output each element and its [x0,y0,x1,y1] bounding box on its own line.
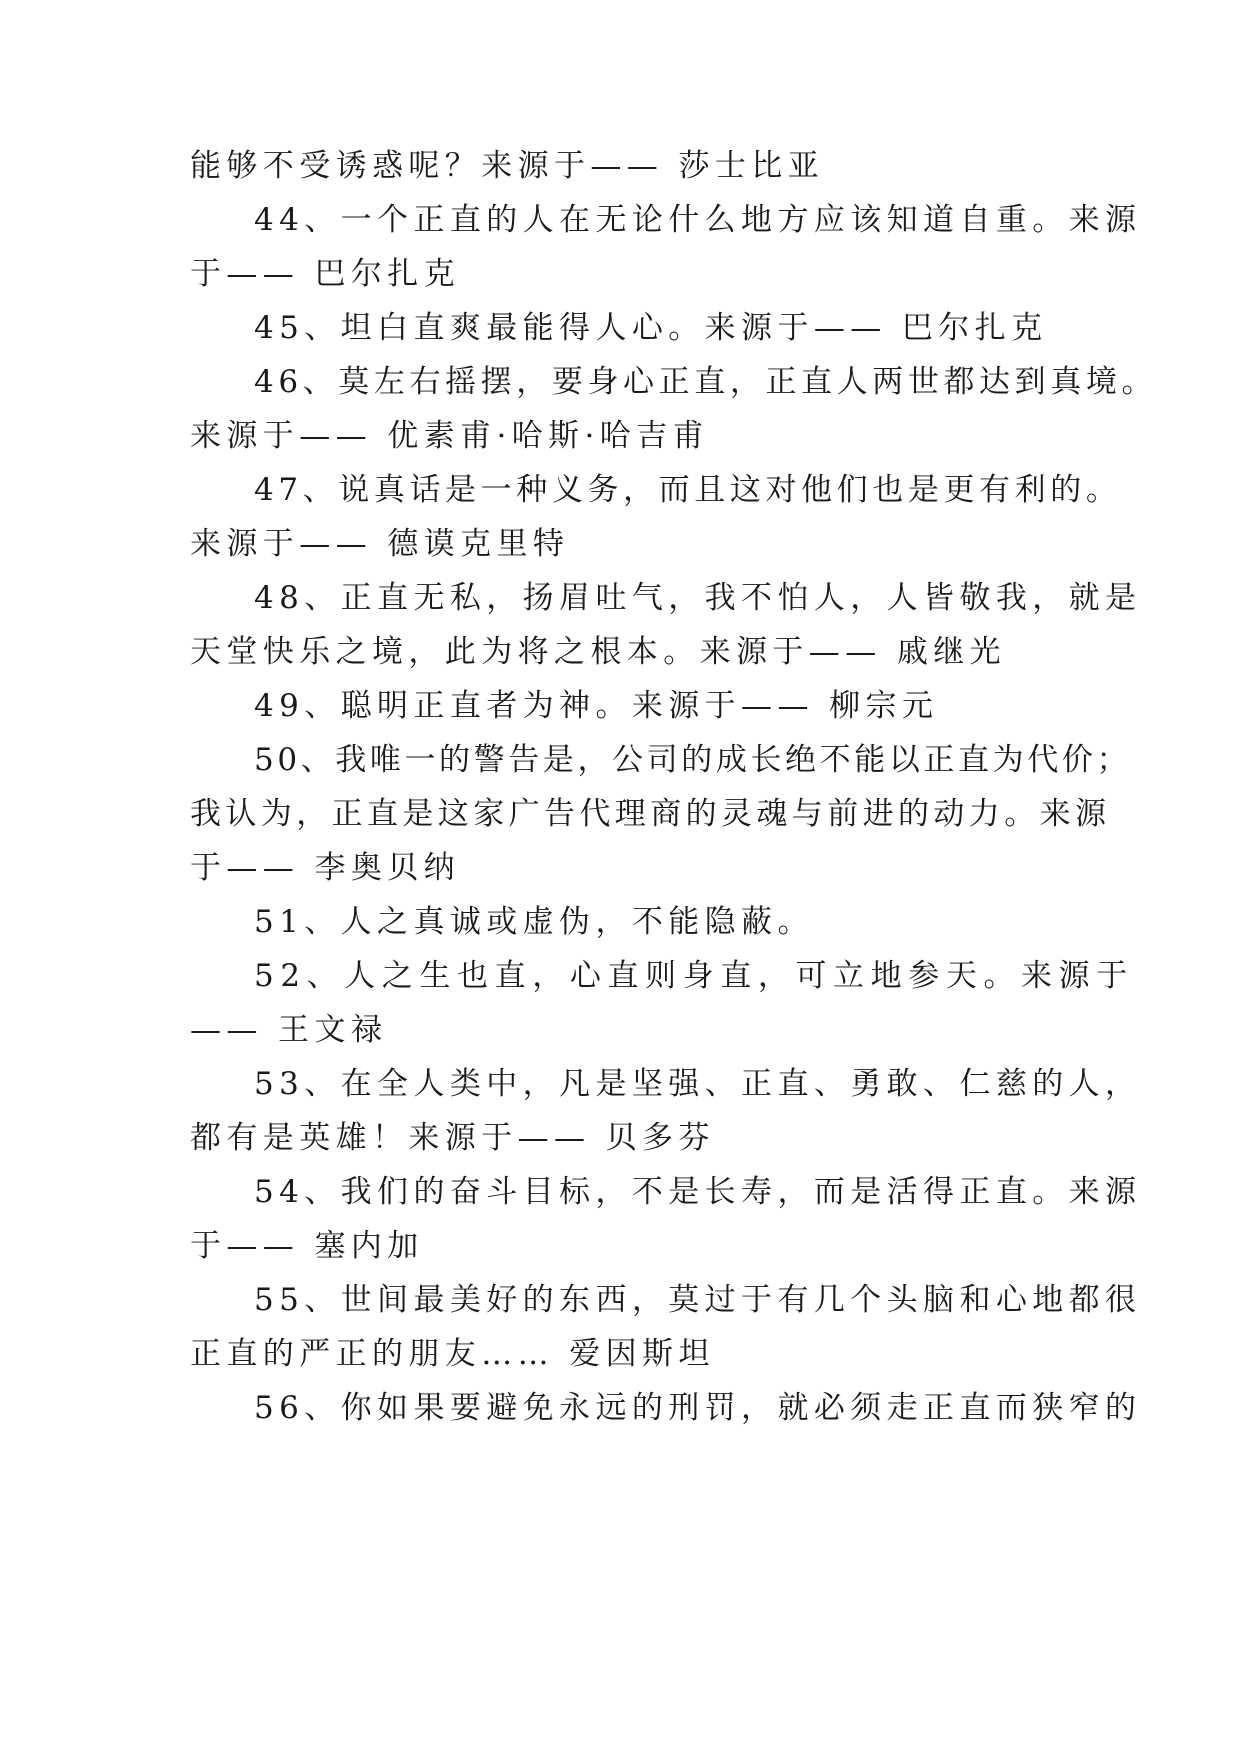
text-line-43-cont: 能够不受诱惑呢？来源于—— 莎士比亚 [190,148,825,184]
text-line-50-cont2: 于—— 李奥贝纳 [190,850,461,886]
text-line-52: 52、人之生也直，心直则身直，可立地参天。来源于 [254,958,1134,994]
text-line-47-cont: 来源于—— 德谟克里特 [190,526,570,562]
text-line-50: 50、我唯一的警告是，公司的成长绝不能以正直为代价； [254,742,1132,778]
text-line-53-cont: 都有是英雄！来源于—— 贝多芬 [190,1120,715,1156]
text-line-50-cont: 我认为，正直是这家广告代理商的灵魂与前进的动力。来源 [190,796,1111,832]
text-line-46: 46、莫左右摇摆，要身心正直，正直人两世都达到真境。 [254,364,1158,400]
text-line-46-cont: 来源于—— 优素甫·哈斯·哈吉甫 [190,418,709,454]
text-line-53: 53、在全人类中，凡是坚强、正直、勇敢、仁慈的人， [254,1066,1142,1102]
text-line-51: 51、人之真诚或虚伪，不能隐蔽。 [254,904,814,940]
text-line-56: 56、你如果要避免永远的刑罚，就必须走正直而狭窄的 [254,1390,1142,1426]
text-line-54: 54、我们的奋斗目标，不是长寿，而是活得正直。来源 [254,1174,1142,1210]
text-line-54-cont: 于—— 塞内加 [190,1228,424,1264]
text-line-48-cont: 天堂快乐之境，此为将之根本。来源于—— 戚继光 [190,634,1007,670]
text-line-44-cont: 于—— 巴尔扎克 [190,256,461,292]
text-line-55: 55、世间最美好的东西，莫过于有几个头脑和心地都很 [254,1282,1142,1318]
text-line-44: 44、一个正直的人在无论什么地方应该知道自重。来源 [254,202,1142,238]
text-line-45: 45、坦白直爽最能得人心。来源于—— 巴尔扎克 [254,310,1048,346]
text-line-48: 48、正直无私，扬眉吐气，我不怕人，人皆敬我，就是 [254,580,1142,616]
text-line-49: 49、聪明正直者为神。来源于—— 柳宗元 [254,688,939,724]
text-line-55-cont: 正直的严正的朋友…… 爱因斯坦 [190,1336,715,1372]
text-line-47: 47、说真话是一种义务，而且这对他们也是更有利的。 [254,472,1122,508]
text-line-52-cont: —— 王文禄 [190,1012,388,1048]
